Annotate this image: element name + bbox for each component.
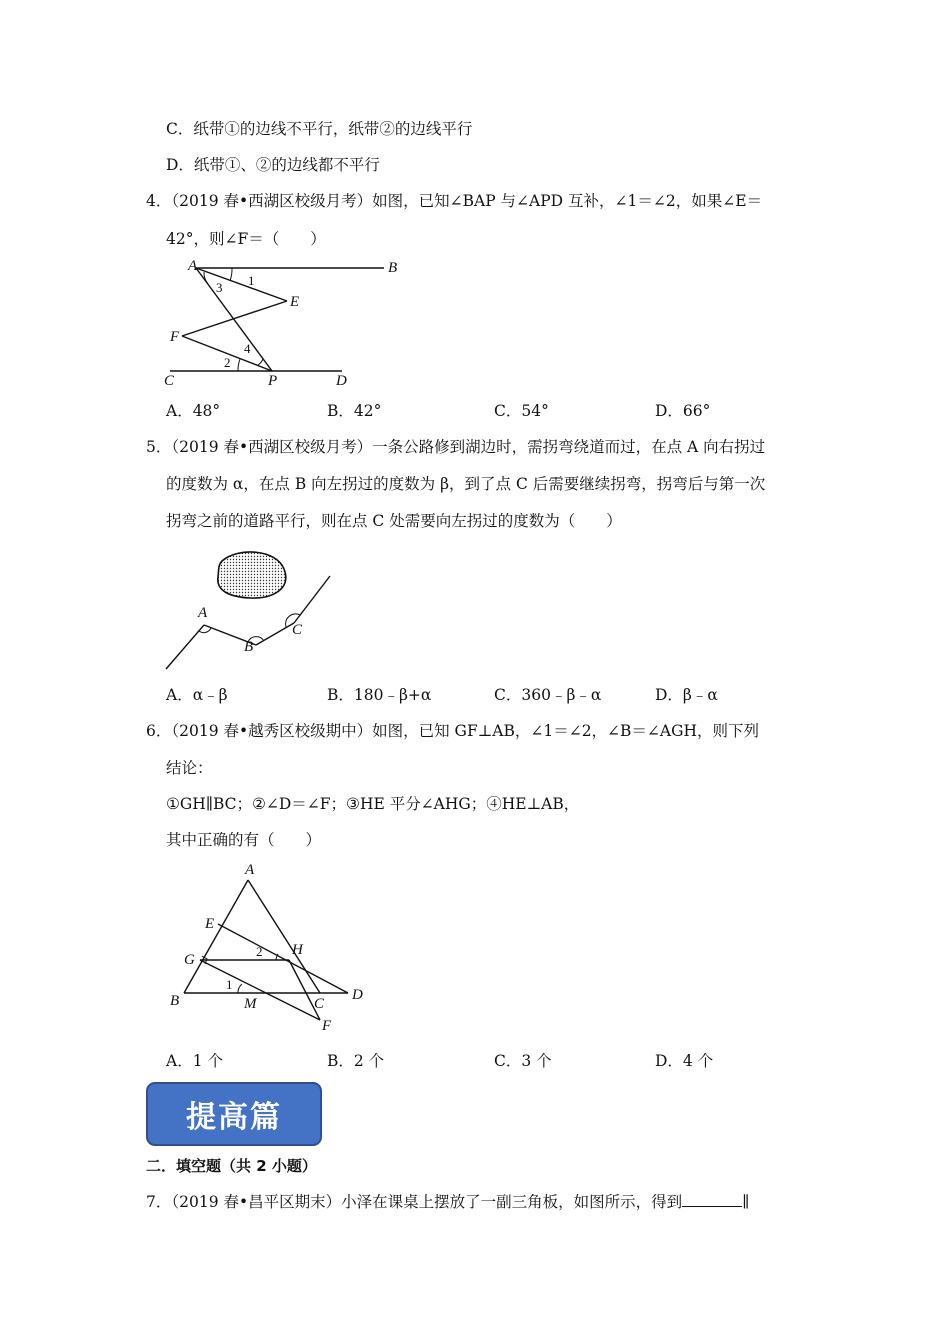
q5-figure (160, 543, 340, 673)
q6-option-b: B．2 个 (327, 1052, 385, 1070)
q4-angle-1: 1 (248, 273, 255, 288)
q6-stem-line2: 结论： (166, 759, 213, 777)
q4-label-p: P (268, 373, 278, 389)
q4-option-a: A．48° (166, 402, 221, 420)
q6-option-d: D．4 个 (655, 1052, 714, 1070)
q6-label-g: G (184, 952, 195, 968)
q4-figure (160, 255, 420, 390)
q6-option-c: C．3 个 (494, 1052, 552, 1070)
q4-label-c: C (164, 373, 175, 389)
q6-angle-2: 2 (256, 944, 263, 959)
q6-label-e: E (205, 916, 215, 932)
q5-stem-line1: 5．（2019 春•西湖区校级月考）一条公路修到湖边时，需拐弯绕道而过，在点 A 向右拐过 (146, 438, 766, 456)
q4-label-f: F (170, 329, 180, 345)
q4-option-d: D．66° (655, 402, 711, 420)
q5-stem-line3: 拐弯之前的道路平行，则在点 C 处需要向左拐过的度数为（ ） (166, 512, 622, 530)
q6-label-f: F (322, 1018, 332, 1034)
q4-stem-line1: 4．（2019 春•西湖区校级月考）如图，已知∠BAP 与∠APD 互补，∠1＝∠2，如果∠E＝ (146, 192, 763, 210)
q4-label-d: D (336, 373, 347, 389)
q5-label-a: A (198, 605, 208, 621)
q4-angle-4: 4 (244, 341, 251, 356)
q6-label-m: M (244, 996, 257, 1012)
q3-option-d: D．纸带①、②的边线都不平行 (166, 156, 380, 174)
q4-option-b: B．42° (327, 402, 382, 420)
q4-label-a: A (188, 258, 198, 274)
q6-angle-1: 1 (226, 977, 233, 992)
q6-stem-line3: ①GH∥BC；②∠D＝∠F；③HE 平分∠AHG；④HE⊥AB， (166, 795, 580, 813)
q5-label-b: B (244, 639, 254, 655)
q7-answer-blank (682, 1192, 742, 1207)
q5-label-c: C (292, 622, 303, 638)
q5-stem-line2: 的度数为 α，在点 B 向左拐过的度数为 β，到了点 C 后需要继续拐弯，拐弯后与第一次 (166, 475, 766, 493)
q5-option-a: A．α﹣β (166, 686, 228, 704)
q3-option-c: C．纸带①的边线不平行，纸带②的边线平行 (166, 120, 473, 138)
q5-option-b: B．180﹣β+α (327, 686, 432, 704)
q5-option-c: C．360﹣β﹣α (494, 686, 602, 704)
q6-figure (162, 860, 372, 1036)
q6-stem-line1: 6．（2019 春•越秀区校级期中）如图，已知 GF⊥AB，∠1＝∠2，∠B＝∠AGH，则下列 (146, 722, 760, 740)
q6-option-a: A．1 个 (166, 1052, 223, 1070)
section-banner: 提高篇 (146, 1082, 322, 1146)
q5-option-d: D．β﹣α (655, 686, 718, 704)
q6-stem-line4: 其中正确的有（ ） (166, 831, 322, 849)
q4-option-c: C．54° (494, 402, 549, 420)
q6-label-h: H (292, 942, 303, 958)
q4-label-e: E (290, 294, 300, 310)
q7-parallel-symbol: ∥ (742, 1193, 750, 1211)
q7-stem-text: 7．（2019 春•昌平区期末）小泽在课桌上摆放了一副三角板，如图所示，得到 (146, 1193, 683, 1211)
q6-label-b: B (170, 993, 180, 1009)
section-title: 二．填空题（共 2 小题） (146, 1157, 317, 1175)
q6-label-a: A (245, 862, 255, 878)
q4-label-b: B (388, 260, 398, 276)
q6-label-c: C (314, 996, 325, 1012)
q4-angle-2: 2 (224, 355, 231, 370)
q4-stem-line2: 42°，则∠F＝（ ） (166, 230, 326, 248)
q6-label-d: D (352, 987, 363, 1003)
q4-angle-3: 3 (216, 280, 223, 295)
q7-stem-line1 (146, 1192, 749, 1212)
lake-shape (218, 552, 286, 598)
